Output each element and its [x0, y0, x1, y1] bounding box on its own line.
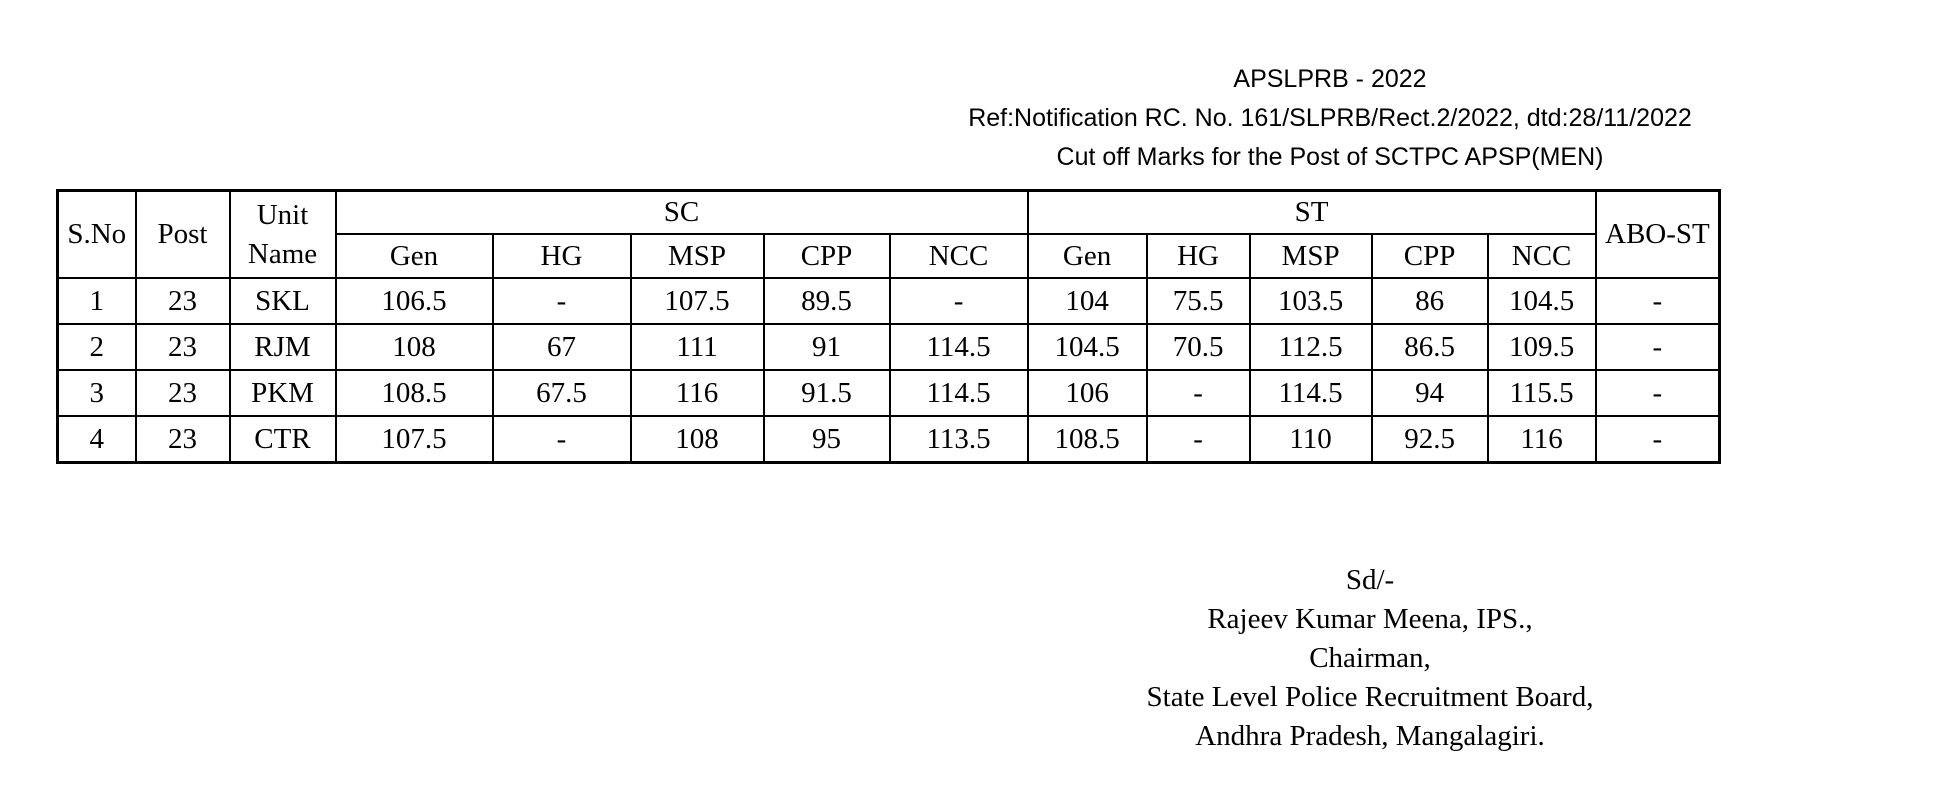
cell-abo-st: - [1596, 416, 1720, 463]
cell-abo-st: - [1596, 324, 1720, 370]
cell-abo-st: - [1596, 370, 1720, 416]
cell-post: 23 [136, 416, 230, 463]
group-header-sc: SC [336, 191, 1028, 235]
cell-st-gen: 104.5 [1028, 324, 1147, 370]
cell-st-cpp: 86.5 [1372, 324, 1488, 370]
cell-unit-name: CTR [230, 416, 336, 463]
cell-st-hg: - [1147, 416, 1250, 463]
cell-st-msp: 110 [1250, 416, 1372, 463]
cell-st-ncc: 115.5 [1488, 370, 1596, 416]
cell-sc-hg: 67.5 [493, 370, 631, 416]
table-header-row-groups [58, 191, 1720, 235]
cell-st-msp: 103.5 [1250, 278, 1372, 324]
col-header-st-ncc: NCC [1488, 234, 1596, 278]
cell-st-msp: 114.5 [1250, 370, 1372, 416]
cell-sc-hg: - [493, 416, 631, 463]
cell-sc-ncc: - [890, 278, 1028, 324]
cell-abo-st: - [1596, 278, 1720, 324]
col-header-st-msp: MSP [1250, 234, 1372, 278]
col-header-sno: S.No [58, 191, 136, 279]
document-header [930, 60, 1730, 177]
col-header-st-hg: HG [1147, 234, 1250, 278]
col-header-sc-cpp: CPP [764, 234, 890, 278]
col-header-st-cpp: CPP [1372, 234, 1488, 278]
signature-block [1070, 561, 1670, 756]
cell-st-cpp: 92.5 [1372, 416, 1488, 463]
signatory-name: Rajeev Kumar Meena, IPS., [1207, 603, 1533, 635]
cell-sc-gen: 107.5 [336, 416, 493, 463]
table-row [58, 416, 1720, 463]
cell-st-cpp: 94 [1372, 370, 1488, 416]
org-title: APSLPRB - 2022 [1233, 65, 1427, 93]
table-row [58, 324, 1720, 370]
cell-sc-msp: 116 [631, 370, 764, 416]
cell-st-cpp: 86 [1372, 278, 1488, 324]
signatory-board: State Level Police Recruitment Board, [1146, 681, 1594, 713]
cell-sc-cpp: 91 [764, 324, 890, 370]
table-row [58, 370, 1720, 416]
col-header-sc-ncc: NCC [890, 234, 1028, 278]
col-header-st-gen: Gen [1028, 234, 1147, 278]
cell-sc-msp: 111 [631, 324, 764, 370]
cell-sc-gen: 108 [336, 324, 493, 370]
signatory-location: Andhra Pradesh, Mangalagiri. [1195, 720, 1545, 752]
signatory-designation: Chairman, [1309, 642, 1431, 674]
cell-post: 23 [136, 278, 230, 324]
cell-sno: 2 [58, 324, 136, 370]
cell-st-msp: 112.5 [1250, 324, 1372, 370]
cell-sc-cpp: 95 [764, 416, 890, 463]
group-header-st: ST [1028, 191, 1596, 235]
col-header-sc-msp: MSP [631, 234, 764, 278]
table-row [58, 278, 1720, 324]
col-header-unit-name: Unit Name [230, 191, 336, 279]
cell-sc-cpp: 91.5 [764, 370, 890, 416]
cell-sc-gen: 108.5 [336, 370, 493, 416]
cell-st-hg: 70.5 [1147, 324, 1250, 370]
signed-mark: Sd/- [1345, 564, 1395, 596]
cutoff-marks-table [56, 189, 1721, 464]
cell-unit-name: RJM [230, 324, 336, 370]
cell-sc-msp: 107.5 [631, 278, 764, 324]
cell-unit-name: SKL [230, 278, 336, 324]
cell-post: 23 [136, 324, 230, 370]
cell-sno: 4 [58, 416, 136, 463]
cell-sc-ncc: 113.5 [890, 416, 1028, 463]
cell-sc-ncc: 114.5 [890, 370, 1028, 416]
cell-sc-ncc: 114.5 [890, 324, 1028, 370]
cell-sc-cpp: 89.5 [764, 278, 890, 324]
cell-sno: 3 [58, 370, 136, 416]
cell-st-hg: - [1147, 370, 1250, 416]
cell-sc-hg: 67 [493, 324, 631, 370]
cell-st-ncc: 116 [1488, 416, 1596, 463]
cell-sc-hg: - [493, 278, 631, 324]
notification-reference: Ref:Notification RC. No. 161/SLPRB/Rect.2/2022, dtd:28/11/2022 [968, 104, 1692, 132]
cell-st-gen: 104 [1028, 278, 1147, 324]
cell-st-ncc: 109.5 [1488, 324, 1596, 370]
cell-st-gen: 108.5 [1028, 416, 1147, 463]
cell-st-gen: 106 [1028, 370, 1147, 416]
cell-unit-name: PKM [230, 370, 336, 416]
cell-sno: 1 [58, 278, 136, 324]
col-header-sc-gen: Gen [336, 234, 493, 278]
col-header-abo-st: ABO-ST [1596, 191, 1720, 279]
cell-sc-gen: 106.5 [336, 278, 493, 324]
document-title: Cut off Marks for the Post of SCTPC APSP(MEN) [1056, 143, 1604, 171]
cell-st-hg: 75.5 [1147, 278, 1250, 324]
cell-sc-msp: 108 [631, 416, 764, 463]
col-header-post: Post [136, 191, 230, 279]
cell-st-ncc: 104.5 [1488, 278, 1596, 324]
col-header-sc-hg: HG [493, 234, 631, 278]
cell-post: 23 [136, 370, 230, 416]
